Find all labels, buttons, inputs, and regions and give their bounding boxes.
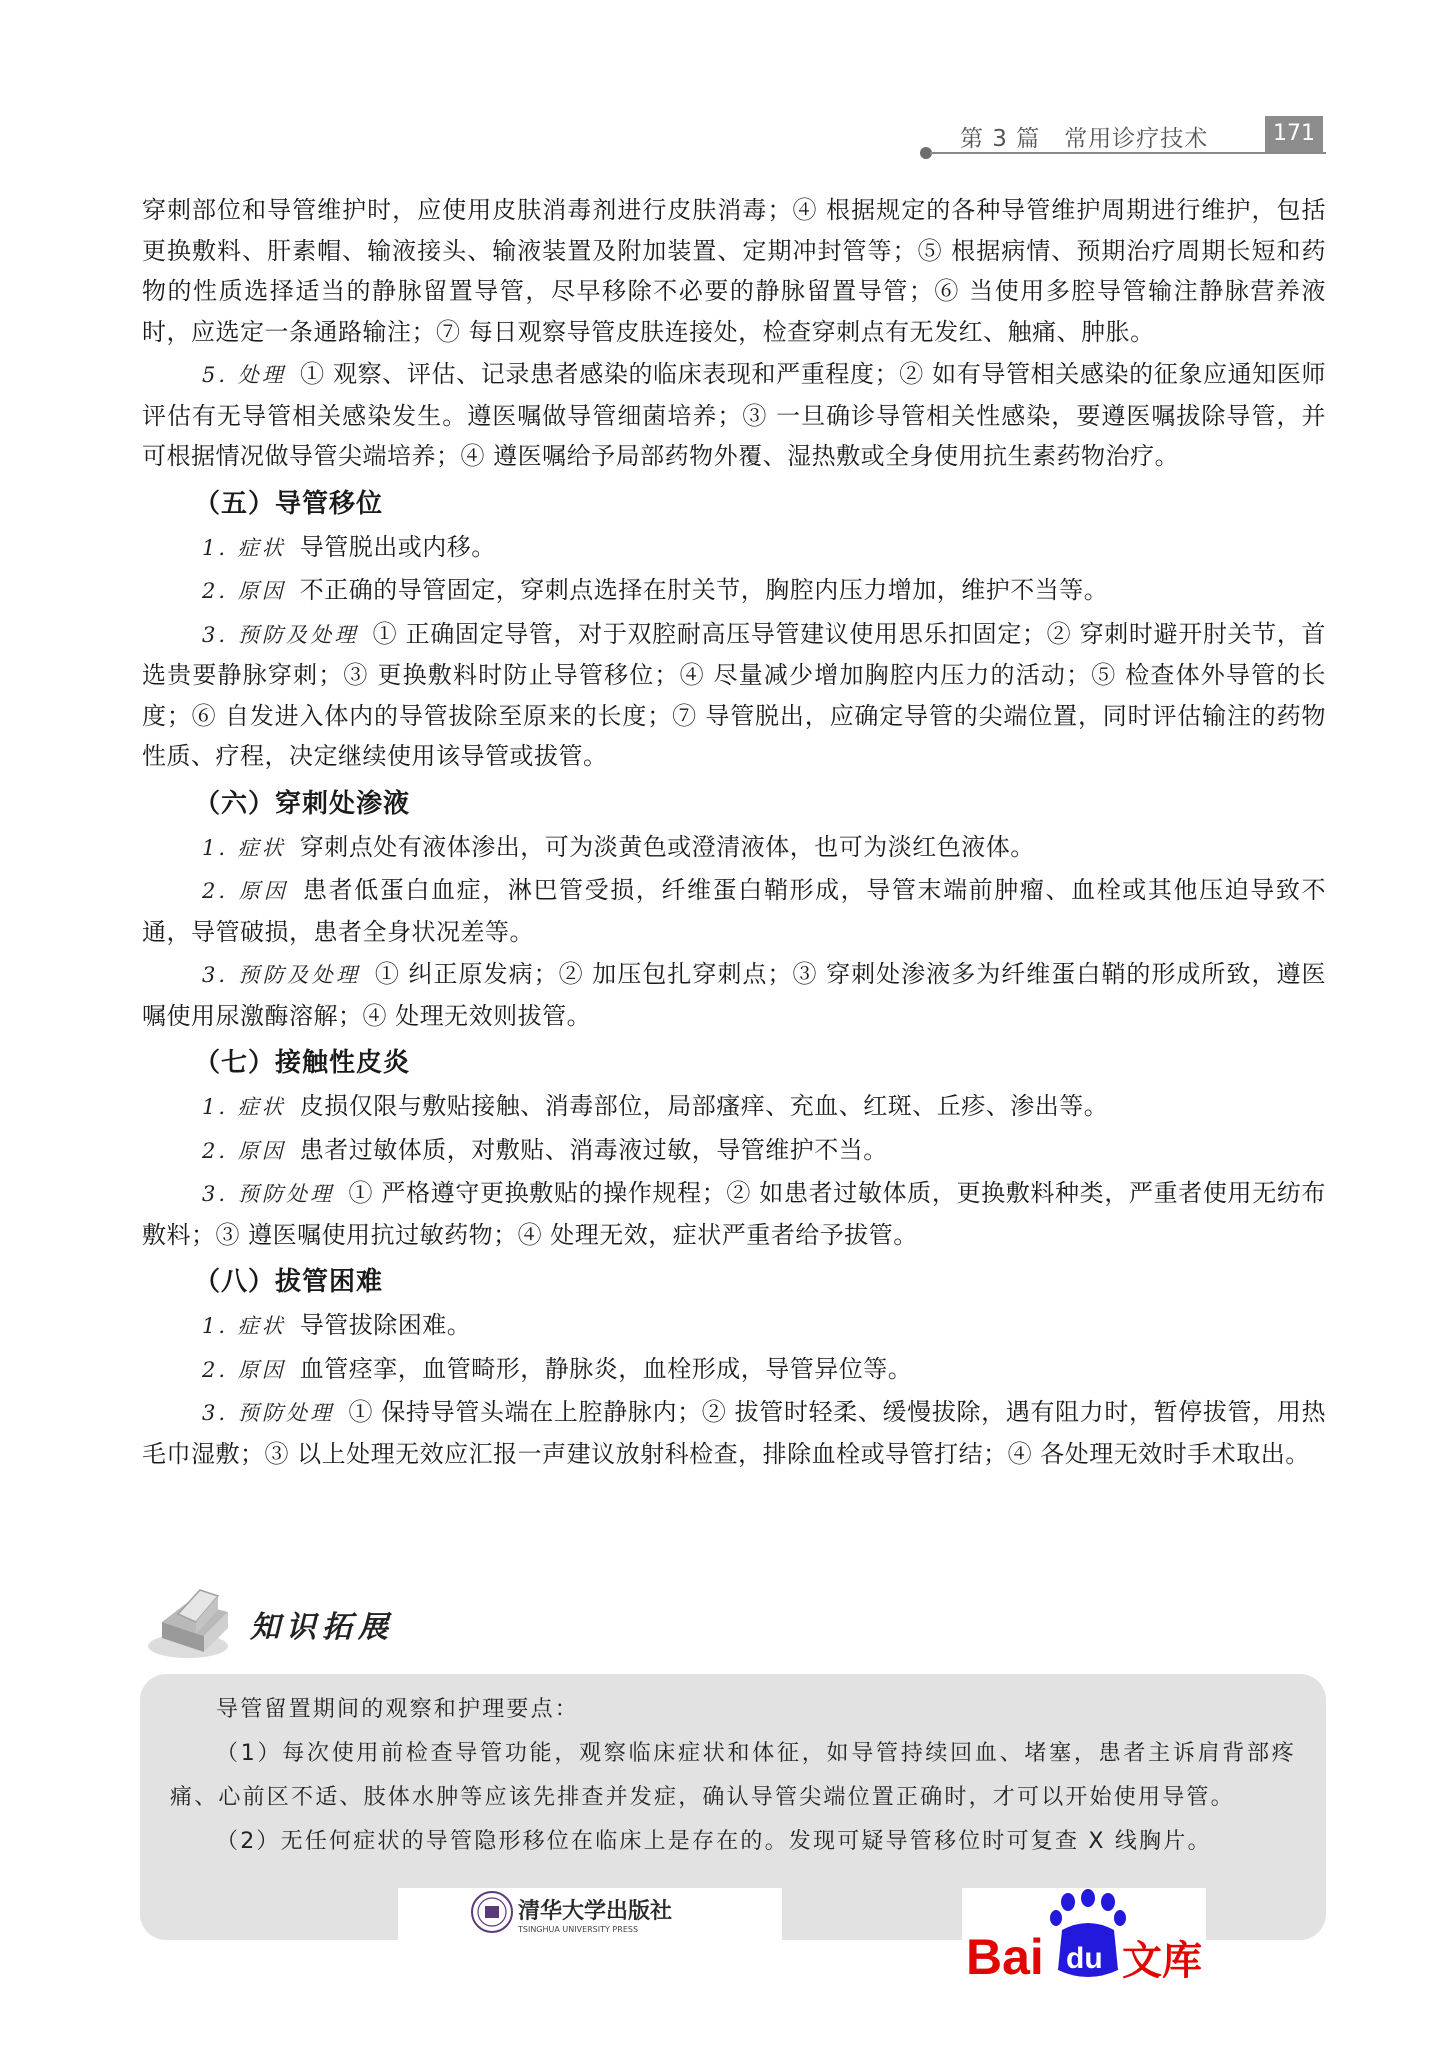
paw-icon <box>1050 1889 1126 1926</box>
item-text: 血管痉挛，血管畸形，静脉炎，血栓形成，导管异位等。 <box>299 1354 913 1383</box>
item-label: 2. 原因 <box>202 1138 286 1163</box>
item-prevention <box>142 954 1326 1036</box>
section-heading-removal-difficulty: （八）拔管困难 <box>194 1267 384 1297</box>
item-text: 导管脱出或内移。 <box>299 532 496 561</box>
item-text: 穿刺点处有液体渗出，可为淡黄色或澄清液体，也可为淡红色液体。 <box>299 832 1035 861</box>
item-text: 导管拔除困难。 <box>299 1311 472 1339</box>
item-label: 2. 原因 <box>202 579 286 603</box>
item-prevention <box>142 1392 1326 1474</box>
item-symptom <box>142 827 1326 869</box>
item-symptom <box>142 527 1326 569</box>
publisher-name-cn: 清华大学出版社 <box>518 1898 673 1924</box>
section-heading-contact-dermatitis: （七）接触性皮炎 <box>194 1048 411 1078</box>
item-text: 患者低蛋白血症，淋巴管受损，纤维蛋白鞘形成，导管末端前肿瘤、血栓或其他压迫导致不通，导管破损，患者全身状况差等。 <box>142 876 1327 946</box>
item-label: 1. 症状 <box>202 835 286 860</box>
item-cause <box>142 1349 1326 1391</box>
paragraph-prevention-continued: 穿刺部位和导管维护时，应使用皮肤消毒剂进行皮肤消毒；④ 根据规定的各种导管维护周期进行维护，包括更换敷料、肝素帽、输液接头、输液装置及附加装置、定期冲封管等；⑤ 根据病情、预期治疗周期长短和药物的性质选择适当的静脉留置导管，尽早移除不必要的静脉留置导管；⑥ 当使用多腔导管输注静脉营养液时，应选定一条通路输注；⑦ 每日观察导管皮肤连接处，检查穿刺点有无发红、触痛、肿胀。 <box>142 196 1326 346</box>
item-text: ① 观察、评估、记录患者感染的临床表现和严重程度；② 如有导管相关感染的征象应通知医师评估有无导管相关感染发生。遵医嘱做导管细菌培养；③ 一旦确诊导管相关性感染，要遵医嘱拔除导管，并可根据情况做导管尖端培养；④ 遵医嘱给予局部药物外覆、湿热敷或全身使用抗生素药物治疗。 <box>142 360 1326 470</box>
item-label: 5. 处理 <box>202 363 287 387</box>
item-text: ① 严格遵守更换敷贴的操作规程；② 如患者过敏体质，更换敷料种类，严重者使用无纺布敷料；③ 遵医嘱使用抗过敏药物；④ 处理无效，症状严重者给予拔管。 <box>142 1179 1326 1249</box>
page-body <box>142 190 1326 1476</box>
item-label: 3. 预防及处理 <box>202 622 359 647</box>
item-label: 1. 症状 <box>202 1314 286 1338</box>
book-stack-icon <box>148 1582 248 1664</box>
watermark-wenku: 文库 <box>1122 1938 1202 1984</box>
item-text: 皮损仅限与敷贴接触、消毒部位，局部瘙痒、充血、红斑、丘疹、渗出等。 <box>299 1092 1109 1120</box>
page-number: 171 <box>1265 116 1323 152</box>
item-symptom <box>142 1305 1326 1347</box>
knowledge-extension-title: 知识拓展 <box>250 1610 394 1645</box>
section-heading-puncture-leakage: （六）穿刺处渗液 <box>194 788 411 819</box>
item-cause <box>142 1130 1326 1172</box>
knowledge-intro: 导管留置期间的观察和护理要点： <box>216 1697 580 1722</box>
item-cause <box>142 570 1326 612</box>
item-label: 1. 症状 <box>202 1095 286 1119</box>
header-rule <box>930 152 1326 154</box>
baidu-wenku-watermark <box>962 1888 1206 1998</box>
item-text: ① 正确固定导管，对于双腔耐高压导管建议使用思乐扣固定；② 穿刺时避开肘关节，首选贵要静脉穿刺；③ 更换敷料时防止导管移位；④ 尽量减少增加胸腔内压力的活动；⑤ 检查体外导管的长度；⑥ 自发进入体内的导管拔除至原来的长度；⑦ 导管脱出，应确定导管的尖端位置，同时评估输注的药物性质、疗程，决定继续使用该导管或拔管。 <box>142 619 1326 770</box>
item-symptom <box>142 1086 1326 1128</box>
running-header-section: 第 3 篇 常用诊疗技术 <box>960 126 1209 152</box>
item-cause <box>142 870 1326 952</box>
publisher-logo <box>470 1888 720 1936</box>
item-label: 3. 预防处理 <box>202 1401 335 1425</box>
item-text: ① 纠正原发病；② 加压包扎穿刺点；③ 穿刺处渗液多为纤维蛋白鞘的形成所致，遵医嘱使用尿激酶溶解；④ 处理无效则拔管。 <box>142 960 1326 1030</box>
item-text: ① 保持导管头端在上腔静脉内；② 拔管时轻柔、缓慢拔除，遇有阻力时，暂停拔管，用热毛巾湿敷；③ 以上处理无效应汇报一声建议放射科检查，排除血栓或导管打结；④ 各处理无效时手术取出。 <box>142 1398 1326 1468</box>
item-label: 1. 症状 <box>202 535 286 560</box>
watermark-du: du <box>1066 1942 1103 1975</box>
knowledge-item-2: （2）无任何症状的导管隐形移位在临床上是存在的。发现可疑导管移位时可复查 X 线胸片。 <box>216 1829 1212 1854</box>
knowledge-body <box>170 1688 1296 1864</box>
knowledge-item-1: （1）每次使用前检查导管功能，观察临床症状和体征，如导管持续回血、堵塞，患者主诉肩背部疼痛、心前区不适、肢体水肿等应该先排查并发症，确认导管尖端位置正确时，才可以开始使用导管。 <box>170 1741 1296 1810</box>
item-label: 3. 预防及处理 <box>202 963 361 987</box>
item-label: 3. 预防处理 <box>202 1182 335 1206</box>
publisher-name-en: TSINGHUA UNIVERSITY PRESS <box>518 1925 639 1934</box>
item-text: 患者过敏体质，对敷贴、消毒液过敏，导管维护不当。 <box>299 1135 888 1164</box>
item-label: 2. 原因 <box>202 879 290 903</box>
item-prevention <box>142 614 1326 777</box>
section-heading-catheter-migration: （五）导管移位 <box>194 488 384 519</box>
item-prevention <box>142 1173 1326 1255</box>
item-label: 2. 原因 <box>202 1357 286 1382</box>
watermark-bai: Bai <box>966 1929 1044 1985</box>
paragraph-treatment <box>142 354 1326 477</box>
item-text: 不正确的导管固定，穿刺点选择在肘关节，胸腔内压力增加，维护不当等。 <box>299 576 1109 604</box>
